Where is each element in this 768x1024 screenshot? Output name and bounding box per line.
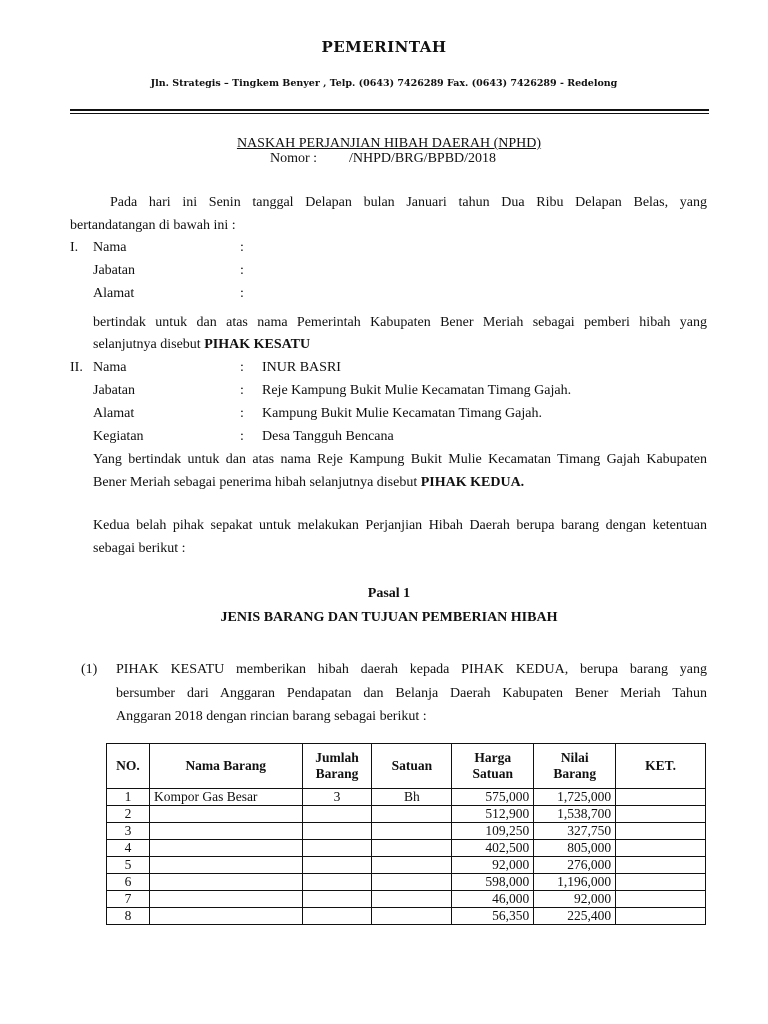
table-row [107, 823, 706, 840]
party2-value-nama: INUR BASRI [262, 360, 341, 375]
cell-unit: Bh [372, 789, 452, 806]
cell-name [149, 806, 302, 823]
letterhead-rule-thick [70, 109, 709, 111]
letterhead-address: Jln. Strategis – Tingkem Benyer , Telp. (0643) 7426289 Fax. (0643) 7426289 - Redelong [150, 78, 618, 89]
document-number-value: /NHPD/BRG/BPBD/2018 [349, 151, 497, 166]
clause-line-2: bersumber dari Anggaran Pendapatan dan Belanja Daerah Kabupaten Bener Meriah Tahun [116, 686, 707, 701]
cell-name [149, 891, 302, 908]
cell-qty [302, 874, 372, 891]
cell-unit [372, 908, 452, 925]
party2-label-alamat: Alamat [93, 406, 135, 421]
cell-unit [372, 857, 452, 874]
letterhead-rule-thin [70, 113, 709, 114]
cell-note [616, 908, 706, 925]
pasal-number: Pasal 1 [367, 586, 411, 601]
table-row [107, 789, 706, 806]
party2-value-jabatan: Reje Kampung Bukit Mulie Kecamatan Timang Gajah. [262, 383, 572, 398]
party1-desc-line-1: bertindak untuk dan atas nama Pemerintah Kabupaten Bener Meriah sebagai pemberi hibah yang [93, 315, 707, 330]
cell-name [149, 840, 302, 857]
cell-qty [302, 840, 372, 857]
party2-label-jabatan: Jabatan [93, 383, 135, 398]
cell-price: 512,900 [452, 806, 534, 823]
cell-price: 92,000 [452, 857, 534, 874]
cell-no: 2 [107, 806, 150, 823]
cell-name: Kompor Gas Besar [149, 789, 302, 806]
table-header-row [107, 744, 706, 789]
party1-desc-prefix: selanjutnya disebut [93, 337, 205, 352]
opening-line-2: bertandatangan di bawah ini : [70, 218, 236, 233]
party1-label-jabatan: Jabatan [93, 263, 135, 278]
cell-qty [302, 891, 372, 908]
party1-colon-jabatan: : [240, 263, 244, 278]
cell-value: 1,725,000 [534, 789, 616, 806]
cell-value: 225,400 [534, 908, 616, 925]
cell-unit [372, 874, 452, 891]
party2-desc-prefix: Bener Meriah sebagai penerima hibah selanjutnya disebut [93, 475, 421, 490]
cell-value: 1,538,700 [534, 806, 616, 823]
cell-price: 402,500 [452, 840, 534, 857]
header-nilai-barang: Nilai Barang [534, 744, 616, 789]
table-row [107, 840, 706, 857]
cell-unit [372, 806, 452, 823]
cell-name [149, 823, 302, 840]
party2-label-kegiatan: Kegiatan [93, 429, 144, 444]
party2-colon-kegiatan: : [240, 429, 244, 444]
party1-label-nama: Nama [93, 240, 127, 255]
cell-name [149, 857, 302, 874]
table-row [107, 891, 706, 908]
cell-value: 276,000 [534, 857, 616, 874]
party1-desc-line-2 [93, 337, 310, 353]
party2-desc-line-1: Yang bertindak untuk dan atas nama Reje Kampung Bukit Mulie Kecamatan Timang Gajah Kabupaten [93, 452, 707, 467]
cell-name [149, 874, 302, 891]
clause-line-1: PIHAK KESATU memberikan hibah daerah kepada PIHAK KEDUA, berupa barang yang [116, 662, 707, 677]
cell-no: 7 [107, 891, 150, 908]
table-row [107, 874, 706, 891]
cell-unit [372, 840, 452, 857]
cell-qty [302, 857, 372, 874]
clause-number: (1) [81, 662, 98, 677]
cell-unit [372, 891, 452, 908]
cell-price: 109,250 [452, 823, 534, 840]
cell-note [616, 789, 706, 806]
header-jumlah-barang: Jumlah Barang [302, 744, 372, 789]
clause-line-3: Anggaran 2018 dengan rincian barang sebagai berikut : [116, 709, 427, 724]
pasal-title: JENIS BARANG DAN TUJUAN PEMBERIAN HIBAH [220, 610, 558, 625]
header-satuan: Satuan [372, 744, 452, 789]
table-row [107, 806, 706, 823]
party2-value-kegiatan: Desa Tangguh Bencana [262, 429, 394, 444]
document-title: NASKAH PERJANJIAN HIBAH DAERAH (NPHD) [236, 136, 542, 151]
party1-colon-nama: : [240, 240, 244, 255]
cell-no: 8 [107, 908, 150, 925]
cell-no: 1 [107, 789, 150, 806]
cell-name [149, 908, 302, 925]
agreement-line-1: Kedua belah pihak sepakat untuk melakukan Perjanjian Hibah Daerah berupa barang dengan ketentuan [93, 518, 707, 533]
cell-unit [372, 823, 452, 840]
cell-note [616, 840, 706, 857]
cell-qty [302, 806, 372, 823]
cell-no: 4 [107, 840, 150, 857]
cell-note [616, 857, 706, 874]
opening-line-1: Pada hari ini Senin tanggal Delapan bulan Januari tahun Dua Ribu Delapan Belas, yang [110, 195, 707, 210]
cell-value: 92,000 [534, 891, 616, 908]
cell-qty: 3 [302, 789, 372, 806]
cell-qty [302, 908, 372, 925]
cell-note [616, 874, 706, 891]
party2-colon-alamat: : [240, 406, 244, 421]
cell-value: 805,000 [534, 840, 616, 857]
cell-no: 6 [107, 874, 150, 891]
cell-price: 56,350 [452, 908, 534, 925]
letterhead-title: PEMERINTAH [321, 38, 447, 56]
cell-price: 598,000 [452, 874, 534, 891]
header-ket: KET. [616, 744, 706, 789]
header-nama-barang: Nama Barang [149, 744, 302, 789]
party2-label-nama: Nama [93, 360, 127, 375]
cell-note [616, 806, 706, 823]
cell-no: 5 [107, 857, 150, 874]
cell-price: 575,000 [452, 789, 534, 806]
header-no: NO. [107, 744, 150, 789]
table-row [107, 857, 706, 874]
table-row [107, 908, 706, 925]
cell-value: 1,196,000 [534, 874, 616, 891]
items-table [106, 743, 706, 925]
cell-qty [302, 823, 372, 840]
document-number-label: Nomor : [270, 151, 318, 166]
party2-designation: PIHAK KEDUA. [420, 475, 525, 490]
header-harga-satuan: Harga Satuan [452, 744, 534, 789]
party2-numeral: II. [70, 360, 83, 375]
party2-desc-line-2 [93, 475, 524, 491]
cell-note [616, 823, 706, 840]
cell-note [616, 891, 706, 908]
cell-value: 327,750 [534, 823, 616, 840]
party2-value-alamat: Kampung Bukit Mulie Kecamatan Timang Gajah. [262, 406, 542, 421]
agreement-line-2: sebagai berikut : [93, 541, 186, 556]
party2-colon-jabatan: : [240, 383, 244, 398]
cell-price: 46,000 [452, 891, 534, 908]
cell-no: 3 [107, 823, 150, 840]
party1-designation: PIHAK KESATU [204, 337, 311, 352]
party1-numeral: I. [70, 240, 79, 255]
party1-colon-alamat: : [240, 286, 244, 301]
party1-label-alamat: Alamat [93, 286, 135, 301]
party2-colon-nama: : [240, 360, 244, 375]
